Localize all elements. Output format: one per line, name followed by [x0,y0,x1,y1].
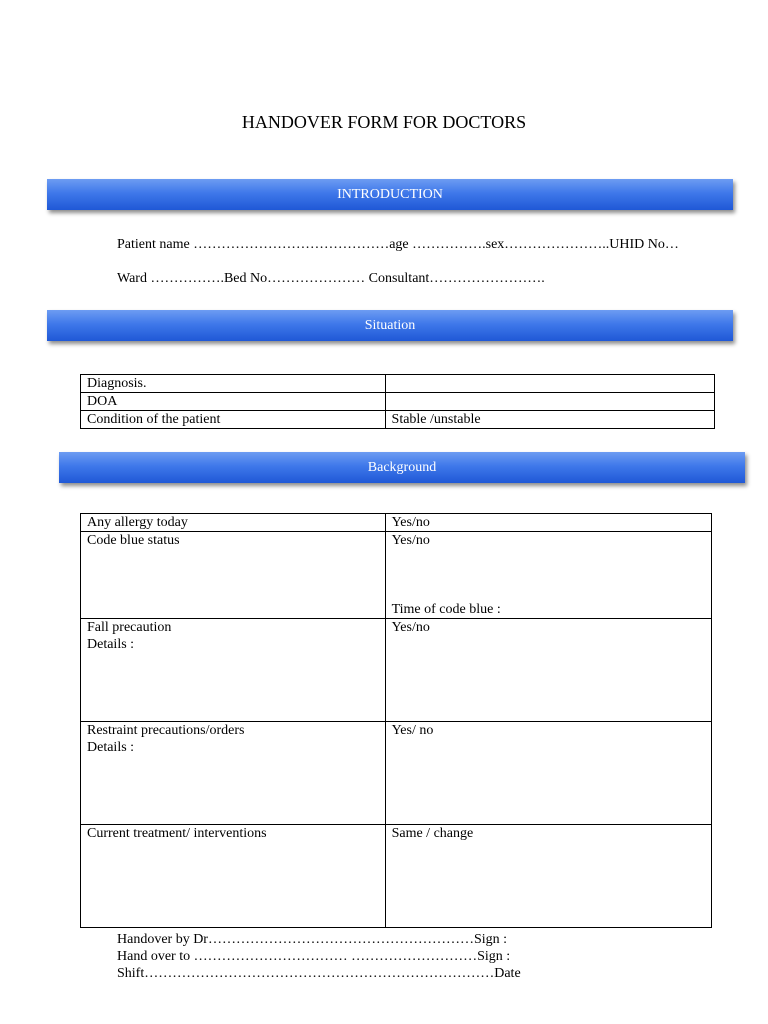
ward-info-line: Ward …………….Bed No………………… Consultant……………………. [117,271,545,286]
restraint-value: Yes/ no [385,722,711,825]
table-row [81,514,712,532]
table-row [81,532,712,619]
footer-signatures [117,931,521,982]
allergy-label: Any allergy today [81,514,386,532]
section-header-background: Background [59,452,745,483]
code-blue-cell [385,532,711,619]
diagnosis-value [385,375,714,393]
fall-precaution-cell [81,619,386,722]
fall-details-label: Details : [87,637,135,652]
restraint-cell [81,722,386,825]
table-row [81,722,712,825]
section-header-situation: Situation [47,310,733,341]
allergy-value: Yes/no [385,514,711,532]
doa-label: DOA [81,393,386,411]
restraint-details-label: Details : [87,740,135,755]
background-table [80,513,712,928]
section-header-introduction: INTRODUCTION [47,179,733,210]
restraint-label: Restraint precautions/orders [87,723,245,738]
code-blue-value: Yes/no [391,533,430,548]
form-title: HANDOVER FORM FOR DOCTORS [241,112,527,132]
condition-label: Condition of the patient [81,411,386,429]
condition-value: Stable /unstable [385,411,714,429]
fall-precaution-label: Fall precaution [87,620,172,635]
table-row [81,411,715,429]
treatment-value: Same / change [385,825,711,928]
patient-info-line: Patient name ……………………………………age …………….sex…………………..UHID No… [117,237,679,252]
table-row [81,825,712,928]
code-blue-label: Code blue status [81,532,386,619]
hand-over-to-line: Hand over to …………………………… ………………………Sign : [117,949,511,964]
table-row [81,619,712,722]
table-row [81,393,715,411]
doa-value [385,393,714,411]
code-blue-time-label: Time of code blue : [391,602,501,617]
shift-line: Shift…………………………………………………………………Date [117,966,521,981]
treatment-label: Current treatment/ interventions [81,825,386,928]
situation-table [80,374,715,429]
handover-by-line: Handover by Dr…………………………………………………Sign : [117,932,508,947]
table-row [81,375,715,393]
fall-precaution-value: Yes/no [385,619,711,722]
diagnosis-label: Diagnosis. [81,375,386,393]
